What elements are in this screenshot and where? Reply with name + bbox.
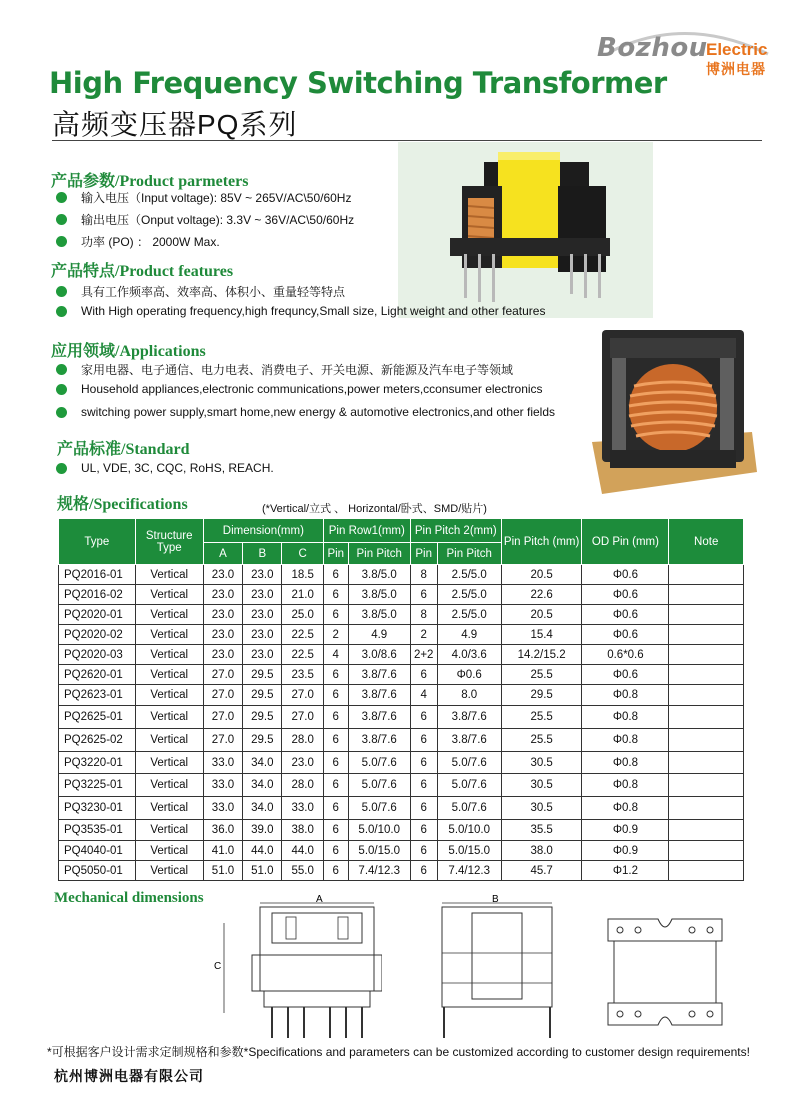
table-cell: 6 xyxy=(323,797,348,820)
table-cell: 23.0 xyxy=(282,752,323,774)
table-cell: 3.8/7.6 xyxy=(437,706,501,729)
table-cell: 6 xyxy=(410,797,437,820)
table-cell: 15.4 xyxy=(501,625,582,645)
table-cell xyxy=(669,841,744,861)
table-cell: 23.0 xyxy=(203,645,242,665)
table-cell: 25.5 xyxy=(501,729,582,752)
table-cell: Vertical xyxy=(135,797,203,820)
table-cell: 3.8/7.6 xyxy=(348,729,410,752)
table-row xyxy=(59,645,744,665)
dim-label-a: A xyxy=(316,894,323,905)
table-cell: Φ1.2 xyxy=(582,861,669,881)
product-photo-coil xyxy=(582,322,762,500)
table-cell: PQ2620-01 xyxy=(59,665,136,685)
table-cell xyxy=(669,706,744,729)
table-cell: PQ4040-01 xyxy=(59,841,136,861)
table-cell: Vertical xyxy=(135,585,203,605)
table-cell: 44.0 xyxy=(282,841,323,861)
table-cell: 23.0 xyxy=(203,585,242,605)
col-dim-b: B xyxy=(243,543,282,565)
col-row1-pin: Pin xyxy=(323,543,348,565)
table-cell: Φ0.6 xyxy=(582,565,669,585)
table-cell: 6 xyxy=(410,752,437,774)
table-cell xyxy=(669,565,744,585)
table-cell: PQ3220-01 xyxy=(59,752,136,774)
table-cell: 4 xyxy=(410,685,437,706)
table-cell: 6 xyxy=(410,774,437,797)
table-cell: 33.0 xyxy=(203,752,242,774)
title-divider xyxy=(52,140,762,141)
parameter-item: 输出电压（Onput voltage): 3.3V ~ 36V/AC\50/60Hz xyxy=(56,211,354,228)
section-specs-heading: 规格/Specifications xyxy=(57,496,188,513)
table-cell: Φ0.9 xyxy=(582,841,669,861)
col-structure: Structure Type xyxy=(135,519,203,565)
table-cell xyxy=(669,625,744,645)
table-cell: 25.0 xyxy=(282,605,323,625)
table-cell: 6 xyxy=(323,585,348,605)
table-cell: 18.5 xyxy=(282,565,323,585)
table-cell: 3.8/7.6 xyxy=(348,706,410,729)
table-cell: Φ0.9 xyxy=(582,820,669,841)
bullet-icon xyxy=(56,407,67,418)
table-cell: PQ2016-02 xyxy=(59,585,136,605)
table-cell: 6 xyxy=(410,706,437,729)
table-cell: 6 xyxy=(410,820,437,841)
table-cell: 27.0 xyxy=(203,706,242,729)
table-cell xyxy=(669,645,744,665)
table-cell: 6 xyxy=(323,729,348,752)
table-cell xyxy=(669,585,744,605)
table-cell: 6 xyxy=(410,841,437,861)
table-cell: 55.0 xyxy=(282,861,323,881)
table-cell: 38.0 xyxy=(282,820,323,841)
table-cell: 3.8/7.6 xyxy=(348,665,410,685)
feature-item: 具有工作频率高、效率高、体积小、重量轻等特点 xyxy=(56,283,345,300)
col-row2-pin: Pin xyxy=(410,543,437,565)
table-cell: 30.5 xyxy=(501,752,582,774)
table-cell: Vertical xyxy=(135,565,203,585)
table-cell: 4 xyxy=(323,645,348,665)
col-row1-pitch: Pin Pitch xyxy=(348,543,410,565)
table-cell: 5.0/10.0 xyxy=(437,820,501,841)
table-cell: 6 xyxy=(323,841,348,861)
table-cell: 6 xyxy=(323,565,348,585)
table-cell: 34.0 xyxy=(243,774,282,797)
table-cell: 6 xyxy=(323,706,348,729)
table-cell xyxy=(669,729,744,752)
mechanical-side-view xyxy=(432,893,562,1043)
table-cell: 23.0 xyxy=(243,585,282,605)
company-name: 杭州博洲电器有限公司 xyxy=(54,1068,204,1084)
spec-table xyxy=(58,518,744,881)
table-cell: Vertical xyxy=(135,861,203,881)
dim-label-b: B xyxy=(492,894,499,905)
table-cell: 23.0 xyxy=(243,645,282,665)
table-cell: 44.0 xyxy=(243,841,282,861)
table-row xyxy=(59,585,744,605)
table-cell: 6 xyxy=(410,729,437,752)
table-cell: Φ0.8 xyxy=(582,729,669,752)
table-cell: PQ2625-01 xyxy=(59,706,136,729)
table-cell: 51.0 xyxy=(203,861,242,881)
table-cell: 6 xyxy=(323,861,348,881)
product-photo-vertical xyxy=(398,142,653,318)
table-cell: 3.8/5.0 xyxy=(348,585,410,605)
table-cell: 27.0 xyxy=(203,665,242,685)
table-cell: 3.0/8.6 xyxy=(348,645,410,665)
table-cell: 34.0 xyxy=(243,752,282,774)
table-cell: 23.5 xyxy=(282,665,323,685)
col-row2-pitch: Pin Pitch xyxy=(437,543,501,565)
table-cell: 6 xyxy=(410,585,437,605)
table-row xyxy=(59,752,744,774)
table-cell: 5.0/7.6 xyxy=(437,774,501,797)
table-cell: PQ2020-01 xyxy=(59,605,136,625)
table-cell: 30.5 xyxy=(501,774,582,797)
table-cell: 22.5 xyxy=(282,645,323,665)
table-cell: 5.0/7.6 xyxy=(437,797,501,820)
table-row xyxy=(59,625,744,645)
table-cell: 45.7 xyxy=(501,861,582,881)
table-cell: 6 xyxy=(410,665,437,685)
parameter-item: 功率 (PO) ： 2000W Max. xyxy=(56,233,220,250)
table-cell: 35.5 xyxy=(501,820,582,841)
feature-item: With High operating frequency,high frequncy,Small size, Light weight and other features xyxy=(56,304,545,318)
table-cell xyxy=(669,685,744,706)
application-item: switching power supply,smart home,new energy & automotive electronics,and other fields xyxy=(56,405,555,419)
table-cell: 28.0 xyxy=(282,729,323,752)
table-cell: PQ2016-01 xyxy=(59,565,136,585)
table-row xyxy=(59,565,744,585)
table-row xyxy=(59,861,744,881)
bullet-icon xyxy=(56,384,67,395)
table-cell: 23.0 xyxy=(243,565,282,585)
table-cell: 41.0 xyxy=(203,841,242,861)
table-cell: 5.0/7.6 xyxy=(348,752,410,774)
table-cell: 5.0/7.6 xyxy=(437,752,501,774)
table-cell: 4.9 xyxy=(437,625,501,645)
table-cell: 27.0 xyxy=(203,685,242,706)
table-cell: 25.5 xyxy=(501,665,582,685)
table-cell: Vertical xyxy=(135,774,203,797)
table-cell: PQ5050-01 xyxy=(59,861,136,881)
table-cell: 38.0 xyxy=(501,841,582,861)
table-cell: Φ0.6 xyxy=(582,605,669,625)
table-cell: 6 xyxy=(410,861,437,881)
table-cell: 4.9 xyxy=(348,625,410,645)
table-cell: 22.5 xyxy=(282,625,323,645)
table-cell: Φ0.6 xyxy=(582,665,669,685)
table-row xyxy=(59,820,744,841)
table-cell: 23.0 xyxy=(203,625,242,645)
table-cell: Φ0.8 xyxy=(582,685,669,706)
table-cell: 8.0 xyxy=(437,685,501,706)
table-cell: 6 xyxy=(323,605,348,625)
table-cell: Vertical xyxy=(135,605,203,625)
application-item: 家用电器、电子通信、电力电表、消费电子、开关电源、新能源及汽车电子等领域 xyxy=(56,361,513,378)
table-cell: 4.0/3.6 xyxy=(437,645,501,665)
table-cell: 23.0 xyxy=(203,565,242,585)
section-applications-heading: 应用领域/Applications xyxy=(51,343,206,360)
bullet-icon xyxy=(56,463,67,474)
table-cell: 6 xyxy=(323,665,348,685)
bullet-icon xyxy=(56,192,67,203)
table-cell: 6 xyxy=(323,774,348,797)
table-cell: 2 xyxy=(323,625,348,645)
table-cell: 6 xyxy=(323,685,348,706)
table-cell: Vertical xyxy=(135,820,203,841)
table-cell: 8 xyxy=(410,605,437,625)
table-cell: PQ3230-01 xyxy=(59,797,136,820)
table-cell: 25.5 xyxy=(501,706,582,729)
table-cell: Vertical xyxy=(135,665,203,685)
col-pin-row1: Pin Row1(mm) xyxy=(323,519,410,543)
table-cell: 5.0/7.6 xyxy=(348,797,410,820)
table-cell: Φ0.8 xyxy=(582,752,669,774)
table-cell xyxy=(669,665,744,685)
table-cell: Vertical xyxy=(135,841,203,861)
table-cell: Vertical xyxy=(135,685,203,706)
table-cell: 20.5 xyxy=(501,565,582,585)
table-cell: 2 xyxy=(410,625,437,645)
table-cell: 6 xyxy=(323,752,348,774)
table-cell: 20.5 xyxy=(501,605,582,625)
table-cell: 7.4/12.3 xyxy=(348,861,410,881)
col-dim-a: A xyxy=(203,543,242,565)
page-subtitle: 高频变压器PQ系列 xyxy=(52,109,298,140)
table-cell: 29.5 xyxy=(501,685,582,706)
table-cell: 21.0 xyxy=(282,585,323,605)
table-cell: PQ3535-01 xyxy=(59,820,136,841)
table-cell: 3.8/5.0 xyxy=(348,565,410,585)
parameter-item: 输入电压（Input voltage): 85V ~ 265V/AC\50/60Hz xyxy=(56,189,351,206)
section-features-heading: 产品特点/Product features xyxy=(51,263,234,280)
section-standard-heading: 产品标准/Standard xyxy=(57,441,190,458)
table-cell: 5.0/15.0 xyxy=(348,841,410,861)
table-cell: PQ2020-03 xyxy=(59,645,136,665)
col-pin-pitch: Pin Pitch (mm) xyxy=(501,519,582,565)
table-cell xyxy=(669,797,744,820)
table-cell: Φ0.8 xyxy=(582,774,669,797)
table-cell: 33.0 xyxy=(203,797,242,820)
table-cell: 2+2 xyxy=(410,645,437,665)
table-cell: 5.0/10.0 xyxy=(348,820,410,841)
table-cell: 6 xyxy=(323,820,348,841)
table-cell: 51.0 xyxy=(243,861,282,881)
footnote: *可根据客户设计需求定制规格和参数*Specifications and parameters can be customized according to customer design requirements! xyxy=(47,1045,750,1059)
table-cell: 29.5 xyxy=(243,665,282,685)
table-cell: Φ0.6 xyxy=(582,585,669,605)
table-row xyxy=(59,605,744,625)
bullet-icon xyxy=(56,236,67,247)
table-cell: Vertical xyxy=(135,729,203,752)
table-cell xyxy=(669,605,744,625)
table-cell: Φ0.6 xyxy=(437,665,501,685)
table-cell: Vertical xyxy=(135,752,203,774)
logo-cn: 博洲电器 xyxy=(706,61,766,77)
table-cell: 5.0/15.0 xyxy=(437,841,501,861)
table-cell: 2.5/5.0 xyxy=(437,585,501,605)
standard-item: UL, VDE, 3C, CQC, RoHS, REACH. xyxy=(56,461,274,475)
table-cell: 7.4/12.3 xyxy=(437,861,501,881)
table-cell: 3.8/7.6 xyxy=(348,685,410,706)
table-cell xyxy=(669,774,744,797)
table-cell: 34.0 xyxy=(243,797,282,820)
table-row xyxy=(59,665,744,685)
table-cell xyxy=(669,820,744,841)
logo-electric: Electric xyxy=(706,40,768,59)
table-cell: 23.0 xyxy=(203,605,242,625)
table-cell: PQ2020-02 xyxy=(59,625,136,645)
table-cell: 23.0 xyxy=(243,605,282,625)
table-cell: 27.0 xyxy=(282,685,323,706)
mechanical-front-view xyxy=(212,893,382,1043)
table-cell: 8 xyxy=(410,565,437,585)
table-cell: 27.0 xyxy=(282,706,323,729)
table-cell: 30.5 xyxy=(501,797,582,820)
page-title: High Frequency Switching Transformer xyxy=(49,66,667,100)
table-cell: Vertical xyxy=(135,645,203,665)
table-cell: 29.5 xyxy=(243,706,282,729)
table-cell: 33.0 xyxy=(203,774,242,797)
specs-note: (*Vertical/立式 、 Horizontal/卧式、SMD/贴片) xyxy=(262,503,487,515)
bullet-icon xyxy=(56,306,67,317)
table-cell: 22.6 xyxy=(501,585,582,605)
table-cell: 14.2/15.2 xyxy=(501,645,582,665)
table-cell: Vertical xyxy=(135,625,203,645)
table-cell: 2.5/5.0 xyxy=(437,605,501,625)
col-type: Type xyxy=(59,519,136,565)
table-cell: 3.8/5.0 xyxy=(348,605,410,625)
table-cell: 5.0/7.6 xyxy=(348,774,410,797)
table-cell: Φ0.8 xyxy=(582,797,669,820)
table-cell: 36.0 xyxy=(203,820,242,841)
mechanical-heading: Mechanical dimensions xyxy=(54,890,204,906)
table-cell: 29.5 xyxy=(243,729,282,752)
table-cell: 28.0 xyxy=(282,774,323,797)
table-cell: Φ0.6 xyxy=(582,625,669,645)
col-note: Note xyxy=(669,519,744,565)
dim-label-c: C xyxy=(214,961,222,972)
col-dim-c: C xyxy=(282,543,323,565)
table-cell: Vertical xyxy=(135,706,203,729)
bullet-icon xyxy=(56,286,67,297)
table-cell: 23.0 xyxy=(243,625,282,645)
table-cell: 33.0 xyxy=(282,797,323,820)
table-row xyxy=(59,797,744,820)
table-cell: PQ2623-01 xyxy=(59,685,136,706)
table-cell: PQ2625-02 xyxy=(59,729,136,752)
table-row xyxy=(59,774,744,797)
table-cell xyxy=(669,752,744,774)
table-cell: 27.0 xyxy=(203,729,242,752)
section-parameters-heading: 产品参数/Product parmeters xyxy=(51,173,249,190)
table-row xyxy=(59,685,744,706)
table-cell: 0.6*0.6 xyxy=(582,645,669,665)
table-cell: Φ0.8 xyxy=(582,706,669,729)
col-dimension: Dimension(mm) xyxy=(203,519,323,543)
table-cell: 39.0 xyxy=(243,820,282,841)
col-pin-row2: Pin Pitch 2(mm) xyxy=(410,519,501,543)
logo-brand: Bozhou xyxy=(597,33,708,63)
table-cell: PQ3225-01 xyxy=(59,774,136,797)
application-item: Household appliances,electronic communications,power meters,cconsumer electronics xyxy=(56,382,543,396)
table-cell: 2.5/5.0 xyxy=(437,565,501,585)
bullet-icon xyxy=(56,214,67,225)
table-cell: 3.8/7.6 xyxy=(437,729,501,752)
bullet-icon xyxy=(56,364,67,375)
col-od-pin: OD Pin (mm) xyxy=(582,519,669,565)
mechanical-top-view xyxy=(600,913,730,1031)
table-cell xyxy=(669,861,744,881)
table-cell: 29.5 xyxy=(243,685,282,706)
table-row xyxy=(59,841,744,861)
table-row xyxy=(59,729,744,752)
table-row xyxy=(59,706,744,729)
